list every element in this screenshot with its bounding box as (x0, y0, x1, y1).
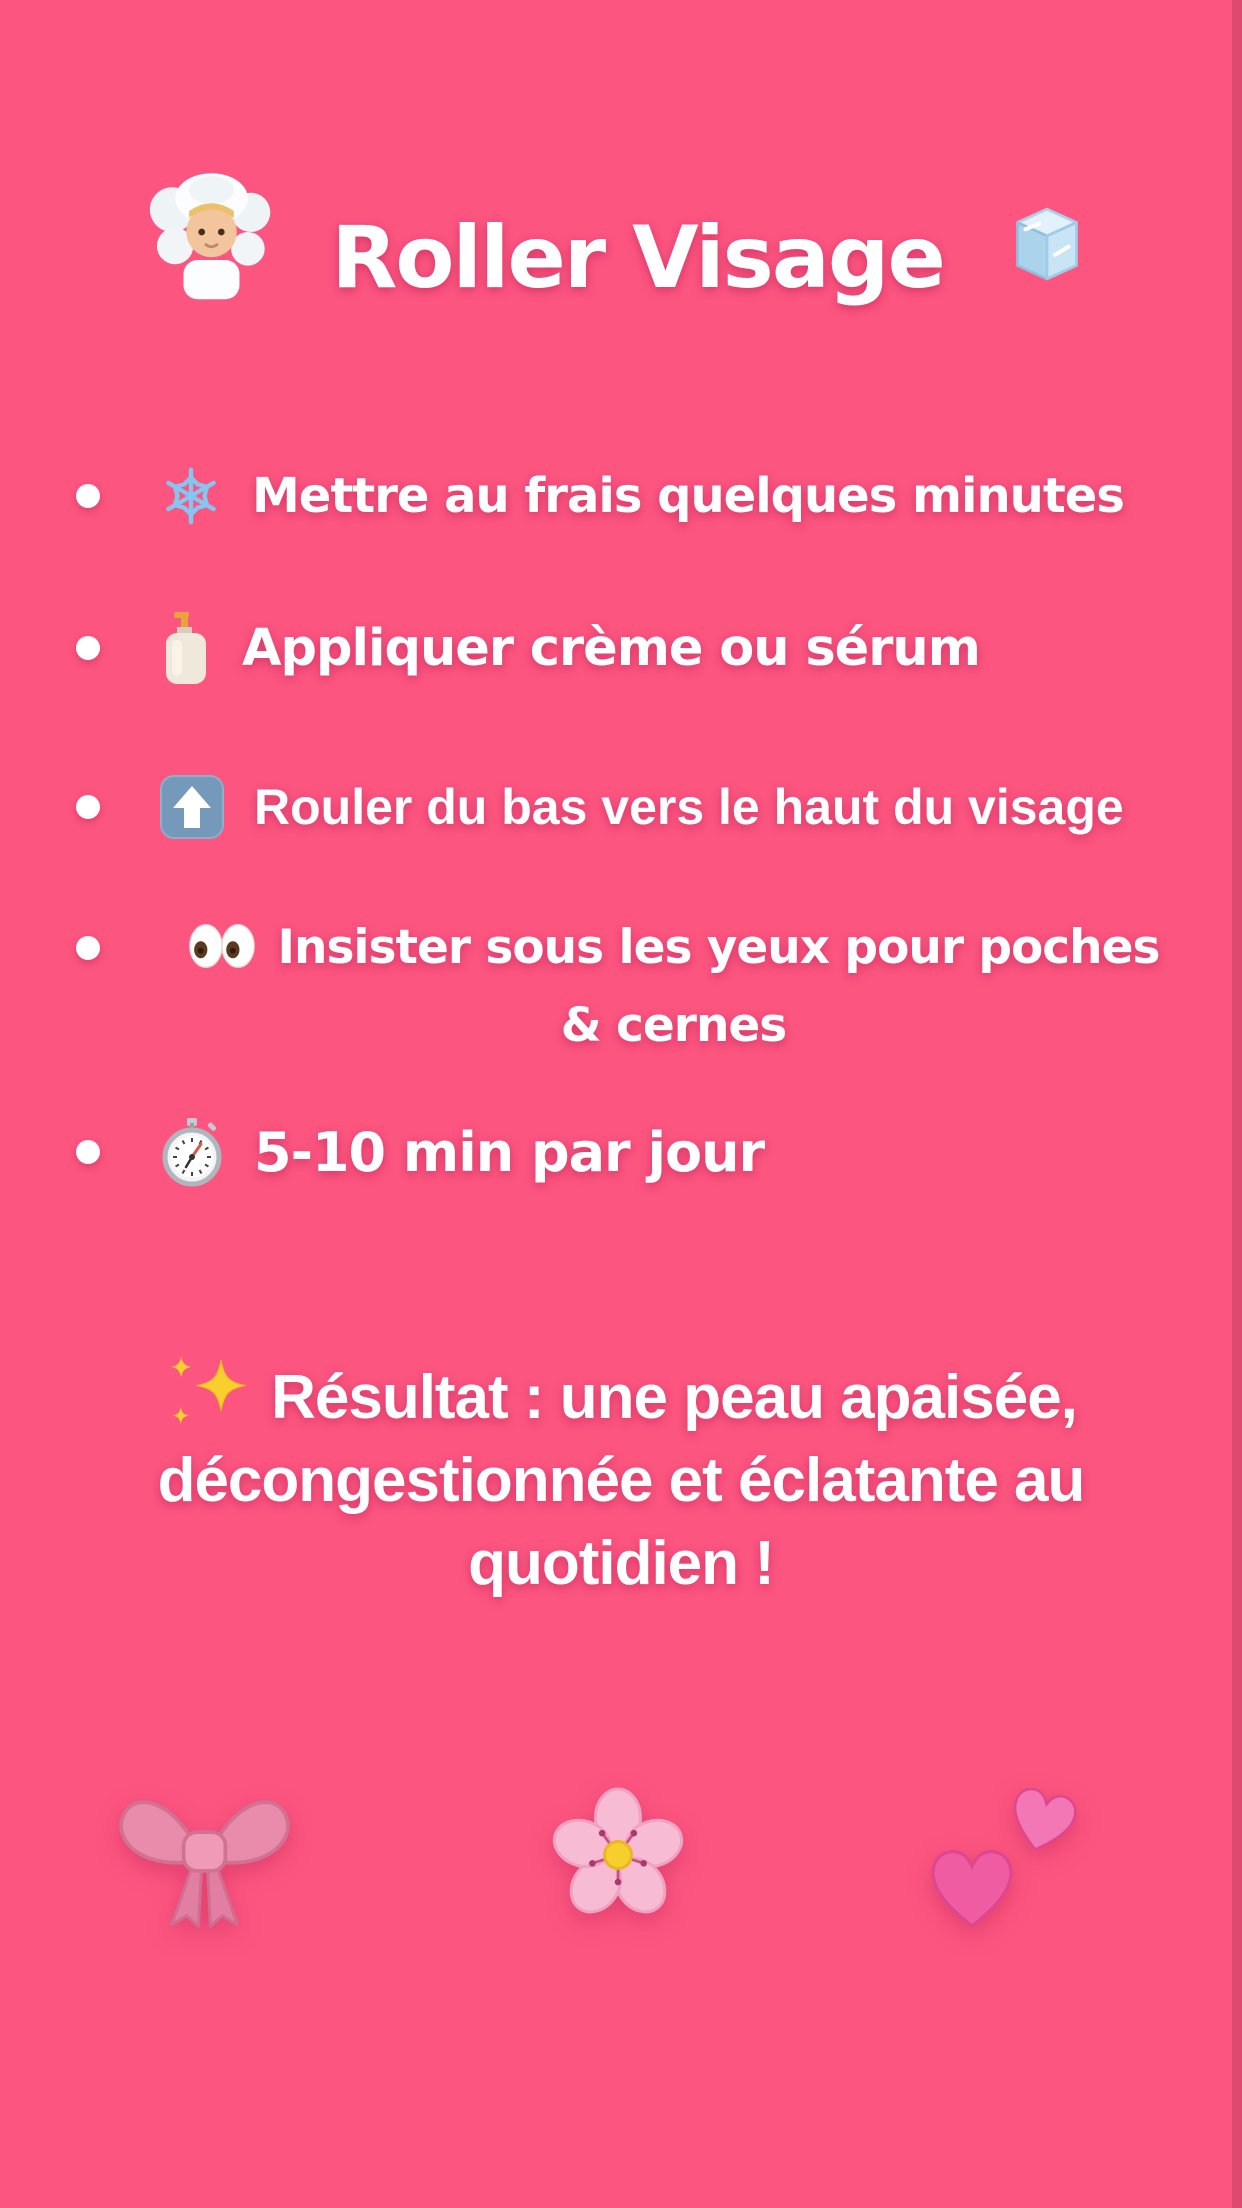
bullet-marker (76, 484, 100, 508)
bullet-marker (76, 636, 100, 660)
bullet-5-text: 5-10 min par jour (254, 1120, 765, 1184)
bullet-row-4 (0, 909, 1242, 1069)
bullet-marker (76, 936, 100, 960)
up-arrow-icon (160, 775, 224, 839)
bullet-2-text: Appliquer crème ou sérum (242, 618, 980, 678)
bullet-4-text-line1: Insister sous les yeux pour poches (277, 920, 1160, 975)
bullet-row-1 (0, 454, 1242, 538)
two-hearts-icon (922, 1782, 1097, 1932)
eyes-icon (188, 923, 256, 969)
bullet-row-3 (0, 765, 1242, 849)
bullet-4-text-line2: & cernes (560, 998, 787, 1053)
cherry-blossom-icon (543, 1780, 693, 1930)
bullet-2-content (160, 606, 980, 690)
bullet-marker (76, 1140, 100, 1164)
result-line-3 (55, 1522, 1187, 1605)
ice-cube-icon (996, 193, 1098, 295)
stopwatch-icon (160, 1117, 224, 1187)
page-title: Roller Visage (331, 208, 944, 308)
bullet-4-content (150, 909, 1197, 1065)
bullet-3-content (160, 765, 1124, 849)
bullet-marker (76, 795, 100, 819)
result-text-line2: décongestionnée et éclatante au (157, 1446, 1085, 1515)
result-block (55, 1352, 1187, 1605)
bullet-1-text: Mettre au frais quelques minutes (252, 468, 1124, 524)
result-line-2 (55, 1439, 1187, 1522)
sparkles-icon (165, 1352, 247, 1438)
bullet-3-text: Rouler du bas vers le haut du visage (254, 779, 1124, 835)
ribbon-bow-icon (112, 1772, 297, 1934)
bullet-row-5 (0, 1110, 1242, 1194)
result-text-line3: quotidien ! (468, 1529, 774, 1598)
result-text-line1: Résultat : une peau apaisée, (271, 1363, 1077, 1432)
lotion-bottle-icon (160, 610, 212, 686)
woman-in-steamy-room-icon (144, 162, 279, 302)
bullet-5-content (160, 1110, 764, 1194)
result-line-1 (55, 1352, 1187, 1439)
bullet-row-2 (0, 606, 1242, 690)
snowflake-icon (160, 465, 222, 527)
bullet-1-content (160, 454, 1124, 538)
title-row (0, 158, 1242, 358)
